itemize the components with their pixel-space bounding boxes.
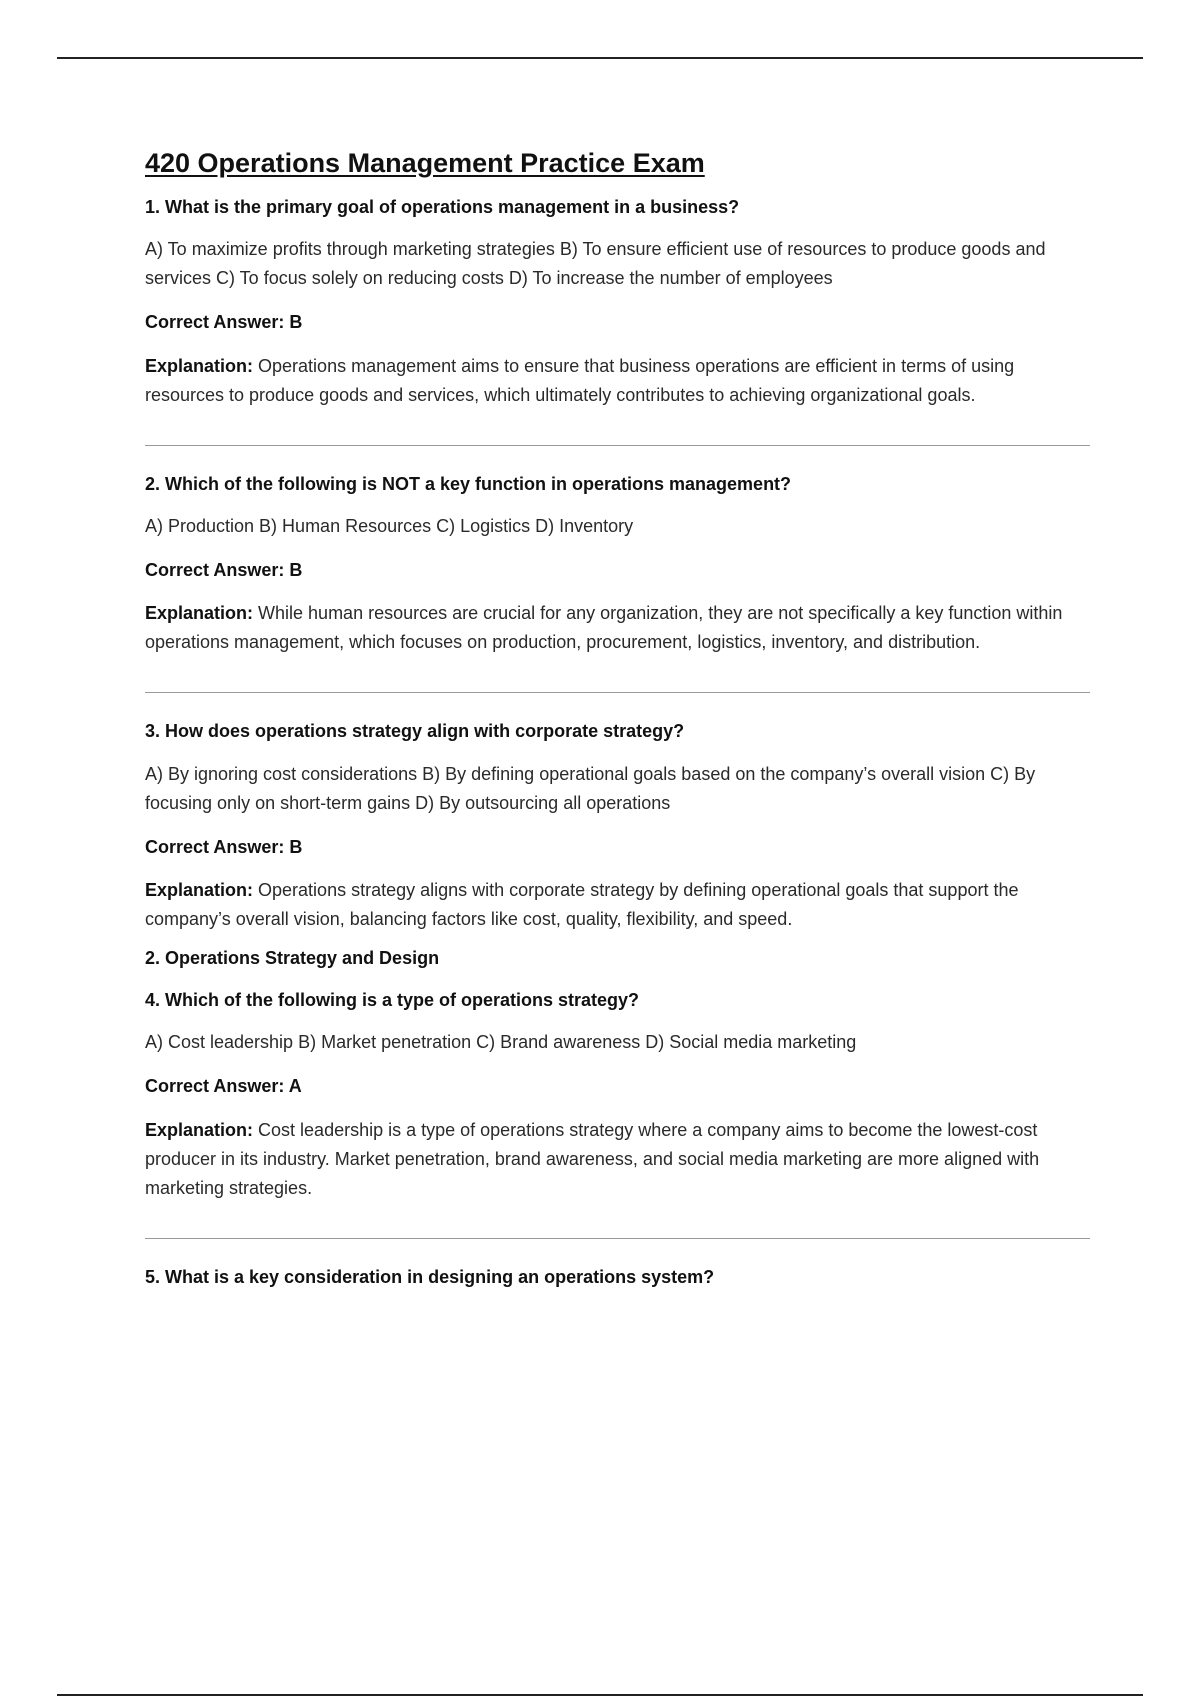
question-block-4	[145, 988, 1090, 1203]
answer-options: A) By ignoring cost considerations B) By defining operational goals based on the company’s overall vision C) By focusing only on short-term gains D) By outsourcing all operations	[145, 763, 1036, 813]
document-body	[145, 146, 1090, 1305]
question-block-1	[145, 195, 1090, 410]
answer-options: A) Cost leadership B) Market penetration C) Brand awareness D) Social media marketing	[145, 1032, 857, 1053]
question-block-3	[145, 719, 1090, 934]
correct-answer: Correct Answer: B	[145, 559, 303, 580]
question-text: 2. Which of the following is NOT a key function in operations management?	[145, 473, 792, 494]
explanation	[145, 599, 1090, 657]
question-divider	[145, 445, 1090, 446]
correct-answer: Correct Answer: B	[145, 312, 303, 333]
explanation-text: Operations strategy aligns with corporate strategy by defining operational goals that support the company’s overall vision, balancing factors like cost, quality, flexibility, and speed.	[145, 879, 1019, 929]
question-text: 5. What is a key consideration in designing an operations system?	[145, 1266, 715, 1287]
answer-options: A) Production B) Human Resources C) Logistics D) Inventory	[145, 515, 634, 536]
explanation	[145, 352, 1090, 410]
explanation-text: While human resources are crucial for any organization, they are not specifically a key function within operations management, which focuses on production, procurement, logistics, inventory, and distribution.	[145, 603, 1063, 653]
page-top-rule	[57, 57, 1143, 59]
question-divider	[145, 1238, 1090, 1239]
question-block-2	[145, 472, 1090, 658]
explanation-label: Explanation:	[145, 1119, 254, 1140]
question-text: 1. What is the primary goal of operations management in a business?	[145, 197, 740, 218]
explanation-label: Explanation:	[145, 603, 254, 624]
explanation-label: Explanation:	[145, 355, 254, 376]
correct-answer: Correct Answer: B	[145, 836, 303, 857]
question-block-5	[145, 1265, 1090, 1289]
answer-options: A) To maximize profits through marketing strategies B) To ensure efficient use of resources to produce goods and services C) To focus solely on reducing costs D) To increase the number of employees	[145, 239, 1046, 289]
question-text: 4. Which of the following is a type of operations strategy?	[145, 990, 640, 1011]
question-divider	[145, 692, 1090, 693]
explanation	[145, 1116, 1090, 1203]
document-title: 420 Operations Management Practice Exam	[145, 148, 705, 178]
explanation-text: Cost leadership is a type of operations strategy where a company aims to become the lowest-cost producer in its industry. Market penetration, brand awareness, and social media marketing are more aligned with marketing strategies.	[145, 1119, 1040, 1198]
explanation-label: Explanation:	[145, 879, 254, 900]
correct-answer: Correct Answer: A	[145, 1076, 302, 1097]
explanation-text: Operations management aims to ensure that business operations are efficient in terms of using resources to produce goods and services, which ultimately contributes to achieving organizational goals.	[145, 355, 1015, 405]
section-heading: 2. Operations Strategy and Design	[145, 947, 440, 968]
explanation	[145, 876, 1090, 934]
page-bottom-rule	[57, 1694, 1143, 1696]
question-text: 3. How does operations strategy align with corporate strategy?	[145, 721, 685, 742]
